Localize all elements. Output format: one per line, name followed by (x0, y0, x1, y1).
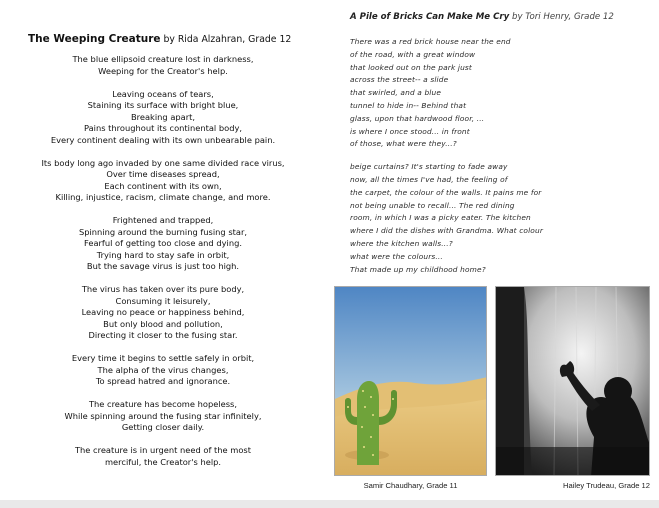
left-poem-heading (28, 33, 298, 46)
left-poem-stanza (28, 445, 298, 468)
right-poem-heading (350, 11, 650, 24)
left-poem-line: Killing, injustice, racism, climate change, and more. (55, 192, 271, 202)
left-poem-line: The blue ellipsoid creature lost in darkness, (72, 54, 254, 64)
left-poem-body (28, 54, 298, 468)
cactus-in-desert-photo (334, 286, 487, 476)
left-poem-line: Frightened and trapped, (112, 215, 214, 225)
left-poem-line: Trying hard to stay safe in orbit, (96, 249, 230, 260)
right-poem-line: room, in which I was a picky eater. The kitchen (350, 213, 531, 223)
left-poem-line: merciful, the Creator's help. (104, 456, 222, 467)
right-poem-line: across the street-- a slide (350, 75, 449, 85)
right-poem-line: the carpet, the colour of the walls. It pains me for (350, 187, 542, 197)
left-poem-line: Directing it closer to the fusing star. (88, 330, 238, 340)
left-poem-line: Pains throughout its continental body, (83, 123, 243, 133)
left-poem-line: But the savage virus is just too high. (86, 261, 240, 271)
right-poem-line: tunnel to hide in-- Behind that (350, 100, 467, 110)
left-poem-line: Every time it begins to settle safely in orbit, (71, 353, 255, 363)
cactus-illustration (335, 287, 487, 476)
left-poem-line: Every continent dealing with its own unbearable pain. (50, 134, 276, 145)
right-poem-line: not being unable to recall... The red dining (350, 200, 515, 210)
left-poem-line: But only blood and pollution, (103, 318, 223, 329)
left-poem-stanza (28, 158, 298, 204)
left-poem-line: Each continent with its own, (104, 180, 222, 191)
left-poem-line: Consuming it leisurely, (115, 295, 211, 306)
right-poem-line: that looked out on the park just (350, 62, 472, 72)
left-poem-stanza (28, 353, 298, 388)
left-poem-stanza (28, 215, 298, 273)
silhouette-illustration (496, 287, 650, 476)
left-poem-line: Fearful of getting too close and dying. (84, 238, 242, 248)
left-poem (28, 33, 298, 480)
left-poem-stanza (28, 284, 298, 342)
left-poem-line: Staining its surface with bright blue, (87, 100, 239, 110)
right-poem-body (350, 36, 650, 276)
left-poem-title: The Weeping Creature (28, 33, 161, 45)
right-poem-line: of those, what were they...? (350, 139, 457, 149)
right-poem-line: where I did the dishes with Grandma. What colour (350, 226, 544, 236)
left-poem-stanza (28, 89, 298, 147)
left-poem-line: Getting closer daily. (121, 422, 205, 432)
right-poem-line: There was a red brick house near the end (350, 37, 511, 46)
right-poem-line: what were the colours... (350, 251, 443, 261)
left-poem-line: Its body long ago invaded by one same divided race virus, (41, 157, 285, 168)
left-poem-line: Leaving no peace or happiness behind, (81, 307, 245, 317)
right-poem-line: beige curtains? It's starting to fade away (350, 162, 508, 172)
left-poem-line: To spread hatred and ignorance. (95, 376, 231, 386)
right-poem-line: of the road, with a great window (350, 49, 476, 59)
right-poem-line: where the kitchen walls...? (350, 238, 453, 248)
right-poem-title: A Pile of Bricks Can Make Me Cry (350, 12, 510, 22)
right-poem-line: glass, upon that hardwood floor, ... (350, 113, 485, 123)
right-poem-line: that swirled, and a blue (350, 88, 442, 98)
silhouette-at-window-photo (495, 286, 650, 476)
page-bottom-divider (0, 500, 659, 508)
left-poem-line: The virus has taken over its pure body, (81, 284, 245, 294)
right-poem-byline: by Tori Henry, Grade 12 (512, 12, 614, 22)
right-poem (350, 11, 650, 286)
right-poem-line: now, all the times I've had, the feeling of (350, 174, 508, 184)
left-poem-line: Spinning around the burning fusing star, (78, 226, 248, 237)
right-poem-line: That made up my childhood home? (350, 264, 486, 274)
left-poem-stanza (28, 399, 298, 434)
right-poem-stanza (350, 36, 650, 151)
right-poem-line: is where I once stood... in front (350, 126, 470, 136)
left-poem-line: The creature is in urgent need of the most (74, 445, 252, 455)
left-poem-line: Over time diseases spread, (106, 169, 220, 179)
photo-caption-1: Samir Chaudhary, Grade 11 (363, 481, 458, 490)
left-poem-line: Breaking apart, (130, 111, 196, 122)
right-poem-stanza (350, 161, 650, 276)
left-poem-line: The creature has become hopeless, (88, 399, 238, 409)
photo-caption-2: Hailey Trudeau, Grade 12 (563, 481, 650, 490)
left-poem-stanza (28, 54, 298, 77)
left-poem-line: Leaving oceans of tears, (112, 88, 214, 99)
left-poem-line: While spinning around the fusing star infinitely, (64, 410, 262, 421)
left-poem-line: Weeping for the Creator's help. (98, 65, 228, 76)
left-poem-byline: by Rida Alzahran, Grade 12 (163, 34, 292, 45)
left-poem-line: The alpha of the virus changes, (97, 364, 229, 375)
